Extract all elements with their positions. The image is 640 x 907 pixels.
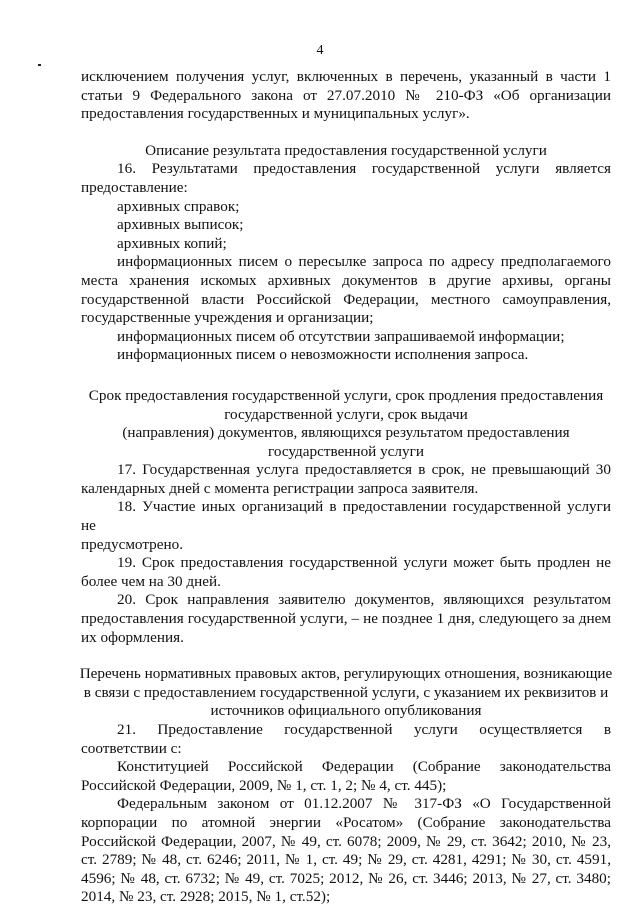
- list-item: архивных копий;: [117, 234, 227, 252]
- federal-law-ref: 2014, № 23, ст. 2928; 2015, № 1, ст.52);: [81, 888, 331, 906]
- paragraph-20: предоставления государственной услуги, – не позднее 1 дня, следующего за днем: [81, 610, 611, 628]
- federal-law-ref: Российской Федерации, 2007, № 49, ст. 6078; 2009, № 29, ст. 3642; 2010, № 23,: [81, 832, 611, 850]
- paragraph-18: 18. Участие иных организаций в предоставлении государственной услуги не: [81, 498, 611, 535]
- paragraph-19: более чем на 30 дней.: [81, 572, 221, 590]
- paragraph-21: 21. Предоставление государственной услуги осуществляется в: [117, 721, 611, 738]
- section-heading-acts: Перечень нормативных правовых актов, регулирующих отношения, возникающие: [79, 665, 613, 683]
- paragraph-21: соответствии с:: [81, 739, 182, 757]
- section-heading-result: Описание результата предоставления государственной услуги: [145, 141, 547, 159]
- list-item: государственной власти Российской Федерации, местного самоуправления,: [81, 290, 611, 308]
- list-item: места хранения искомых архивных документов в другие архивы, органы: [81, 271, 611, 289]
- list-item: архивных справок;: [117, 197, 240, 215]
- list-item: информационных писем о пересылке запроса по адресу предполагаемого: [117, 253, 611, 271]
- constitution-ref: Российской Федерации, 2009, № 1, ст. 1, 2; № 4, ст. 445);: [81, 776, 447, 794]
- paragraph-18: предусмотрено.: [81, 535, 184, 553]
- paragraph-17: 17. Государственная услуга предоставляется в срок, не превышающий 30: [117, 461, 611, 479]
- section-heading-term: государственной услуги: [268, 442, 424, 460]
- intro-line: исключением получения услуг, включенных в перечень, указанный в части 1: [81, 68, 611, 85]
- paragraph-20: 20. Срок направления заявителю документов, являющихся результатом: [117, 591, 611, 609]
- paragraph-19: 19. Срок предоставления государственной услуги может быть продлен не: [117, 554, 611, 572]
- list-item: архивных выписок;: [117, 216, 244, 234]
- section-heading-term: государственной услуги, срок выдачи: [224, 405, 468, 423]
- list-item: государственные учреждения и организации;: [81, 309, 374, 327]
- paragraph-17: календарных дней с момента регистрации запроса заявителя.: [81, 479, 479, 497]
- federal-law-ref: 4596; № 48, ст. 6732; № 49, ст. 7025; 2012, № 26, ст. 3446; 2013, № 27, ст. 3480;: [81, 869, 611, 887]
- paragraph-20: их оформления.: [81, 628, 184, 646]
- section-heading-term: Срок предоставления государственной услуги, срок продления предоставления: [88, 386, 604, 404]
- constitution-ref: Конституцией Российской Федерации (Собрание законодательства: [117, 758, 611, 776]
- document-body: [81, 68, 611, 907]
- paragraph-16: 16. Результатами предоставления государственной услуги является: [117, 160, 611, 178]
- federal-law-ref: ст. 2789; № 48, ст. 6246; 2011, № 1, ст. 49; № 29, ст. 4281, 4291; № 30, ст. 4591,: [81, 851, 611, 869]
- intro-line: статьи 9 Федерального закона от 27.07.2010 № 210-ФЗ «Об организации: [81, 86, 611, 104]
- list-item: информационных писем о невозможности исполнения запроса.: [117, 346, 529, 364]
- page-number: 4: [316, 43, 324, 58]
- federal-law-ref: Федеральным законом от 01.12.2007 № 317-ФЗ «О Государственной: [117, 795, 611, 813]
- paragraph-16: предоставление:: [81, 178, 188, 196]
- section-heading-term: (направления) документов, являющихся результатом предоставления: [122, 424, 570, 442]
- scan-mark: [38, 64, 41, 66]
- list-item: информационных писем об отсутствии запрашиваемой информации;: [117, 327, 565, 345]
- section-heading-acts: источников официального опубликования: [210, 702, 482, 720]
- intro-line: предоставления государственных и муниципальных услуг».: [81, 105, 470, 123]
- section-heading-acts: в связи с предоставлением государственной услуги, с указанием их реквизитов и: [83, 683, 609, 701]
- federal-law-ref: корпорации по атомной энергии «Росатом» (Собрание законодательства: [81, 813, 611, 831]
